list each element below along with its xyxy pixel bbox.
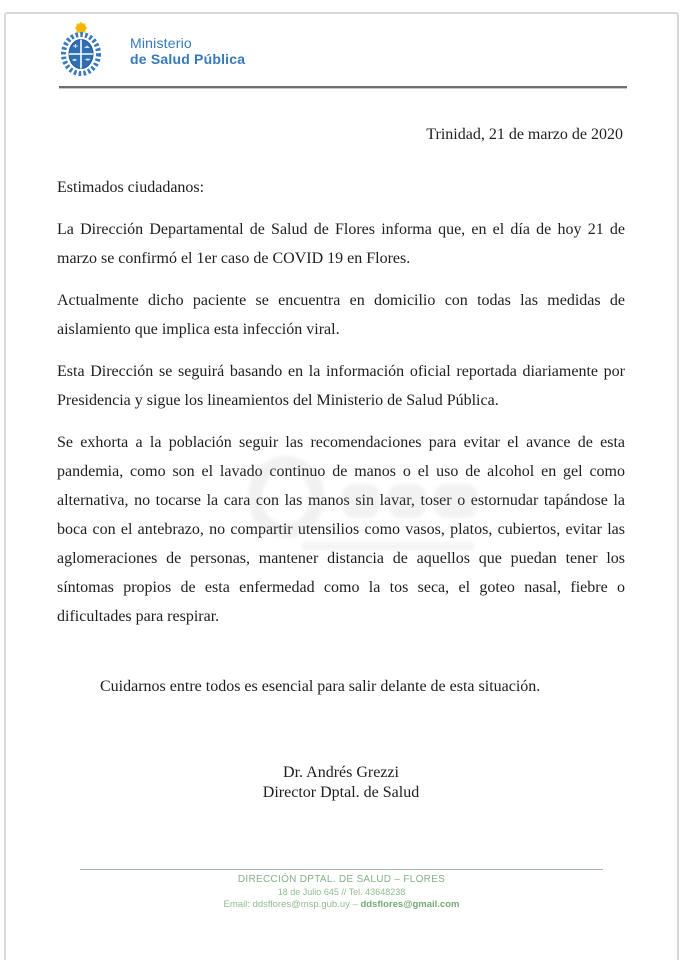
date-line: Trinidad, 21 de marzo de 2020 — [426, 126, 623, 143]
letter-body — [57, 90, 625, 803]
footer-address-phone: 18 de Julio 645 // Tel. 43648238 — [277, 887, 406, 897]
salutation: Estimados ciudadanos: — [57, 179, 205, 196]
footer-org-name: DIRECCIÓN DPTAL. DE SALUD – FLORES — [237, 874, 446, 885]
paragraph-first-case: La Dirección Departamental de Salud de Flores informa que, en el día de hoy 21 de marzo se confirmó el 1er caso de COVID 19 en Flores. — [57, 221, 625, 267]
ministry-wordmark — [130, 35, 245, 67]
signer-name: Dr. Andrés Grezzi — [283, 764, 399, 781]
footer-email-line — [80, 899, 603, 910]
ministry-name-line2: de Salud Pública — [130, 51, 246, 67]
letter-footer — [80, 869, 603, 910]
ministry-name-line1: Ministerio — [130, 35, 192, 51]
header-divider — [59, 86, 627, 89]
footer-divider — [80, 869, 603, 870]
letterhead — [58, 21, 245, 81]
paragraph-recommendations: Se exhorta a la población seguir las recomendaciones para evitar el avance de esta pandemia, como son el lavado continuo de manos o el uso de alcohol en gel como alternativa, no tocarse la cara con las manos sin lavar, toser o estornudar tapándose la boca con el antebrazo, no compartir utensilios como vasos, platos, cubiertos, evitar las aglomeraciones de personas, mantener distancia de aquellos que puedan tener los síntomas propios de esta enfermedad como la tos seca, el goteo nasal, fiebre o dificultades para respirar. — [57, 434, 625, 625]
closing-line: Cuidarnos entre todos es esencial para salir delante de esta situación. — [100, 678, 541, 695]
paragraph-official-info: Esta Dirección se seguirá basando en la información oficial reportada diariamente por Presidencia y sigue los lineamientos del Ministerio de Salud Pública. — [57, 363, 625, 409]
uruguay-coat-of-arms-icon — [58, 21, 104, 81]
footer-email-msp: Email: ddsflores@msp.gub.uy – — [223, 899, 358, 910]
paragraph-patient-status: Actualmente dicho paciente se encuentra en domicilio con todas las medidas de aislamiento que implica esta infección viral. — [57, 292, 625, 338]
footer-email-gmail: ddsflores@gmail.com — [360, 899, 460, 910]
signature-block — [57, 763, 625, 803]
signer-title: Director Dptal. de Salud — [262, 784, 420, 801]
